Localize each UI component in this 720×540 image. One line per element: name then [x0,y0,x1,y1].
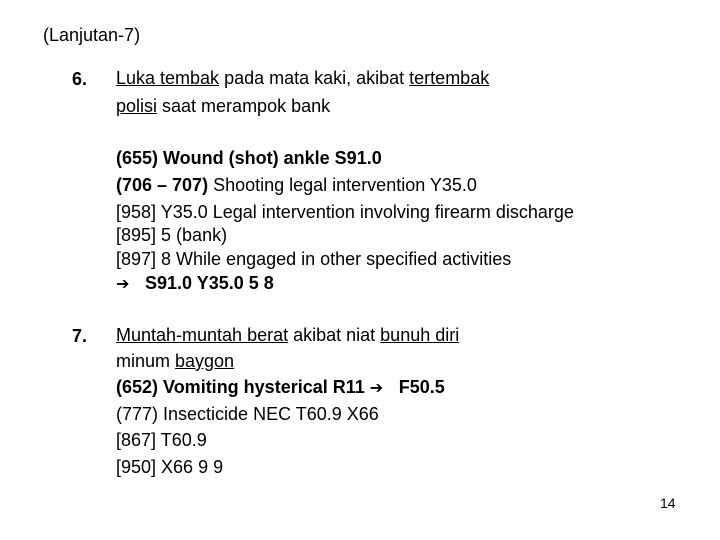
code-line: [897] 8 While engaged in other specified activities [116,249,512,269]
item-number: 6. [72,69,88,89]
title-text: pada mata kaki, akibat [219,68,410,88]
code-line: [958] Y35.0 Legal intervention involving firearm discharge [116,202,574,222]
underlined-term: tertembak [409,68,490,88]
page-number: 14 [660,495,676,511]
title-text: akibat niat [288,325,381,345]
code-line: [950] X66 9 9 [116,457,224,477]
underlined-term: baygon [175,351,235,371]
code-line [116,375,445,401]
result-line [116,271,274,297]
underlined-term: Luka tembak [116,68,220,88]
result-codes: S91.0 Y35.0 5 8 [140,273,274,293]
code-text: F50.5 [393,377,445,397]
underlined-term: bunuh diri [380,325,460,345]
title-text: saat merampok bank [157,96,331,116]
code-text: (652) Vomiting hysterical R11 [116,377,370,397]
arrow-right-icon: ➔ [116,276,130,293]
code-text: Shooting legal intervention Y35.0 [208,175,477,195]
underlined-term: Muntah-muntah berat [116,325,289,345]
arrow-right-icon: ➔ [369,380,384,397]
item-title-line-1 [116,323,459,347]
code-ref: (706 – 707) [116,175,209,195]
item-title-line-2 [116,349,234,373]
item-number: 7. [72,326,88,346]
slide-heading: (Lanjutan-7) [43,25,141,45]
code-line: (655) Wound (shot) ankle S91.0 [116,148,382,168]
item-title-line-1 [116,66,489,90]
code-line: (777) Insecticide NEC T60.9 X66 [116,404,379,424]
title-text: minum [116,351,176,371]
item-title-line-2 [116,94,330,118]
code-line [116,173,477,197]
code-line: [895] 5 (bank) [116,225,228,245]
underlined-term: polisi [116,96,158,116]
code-line: [867] T60.9 [116,430,207,450]
